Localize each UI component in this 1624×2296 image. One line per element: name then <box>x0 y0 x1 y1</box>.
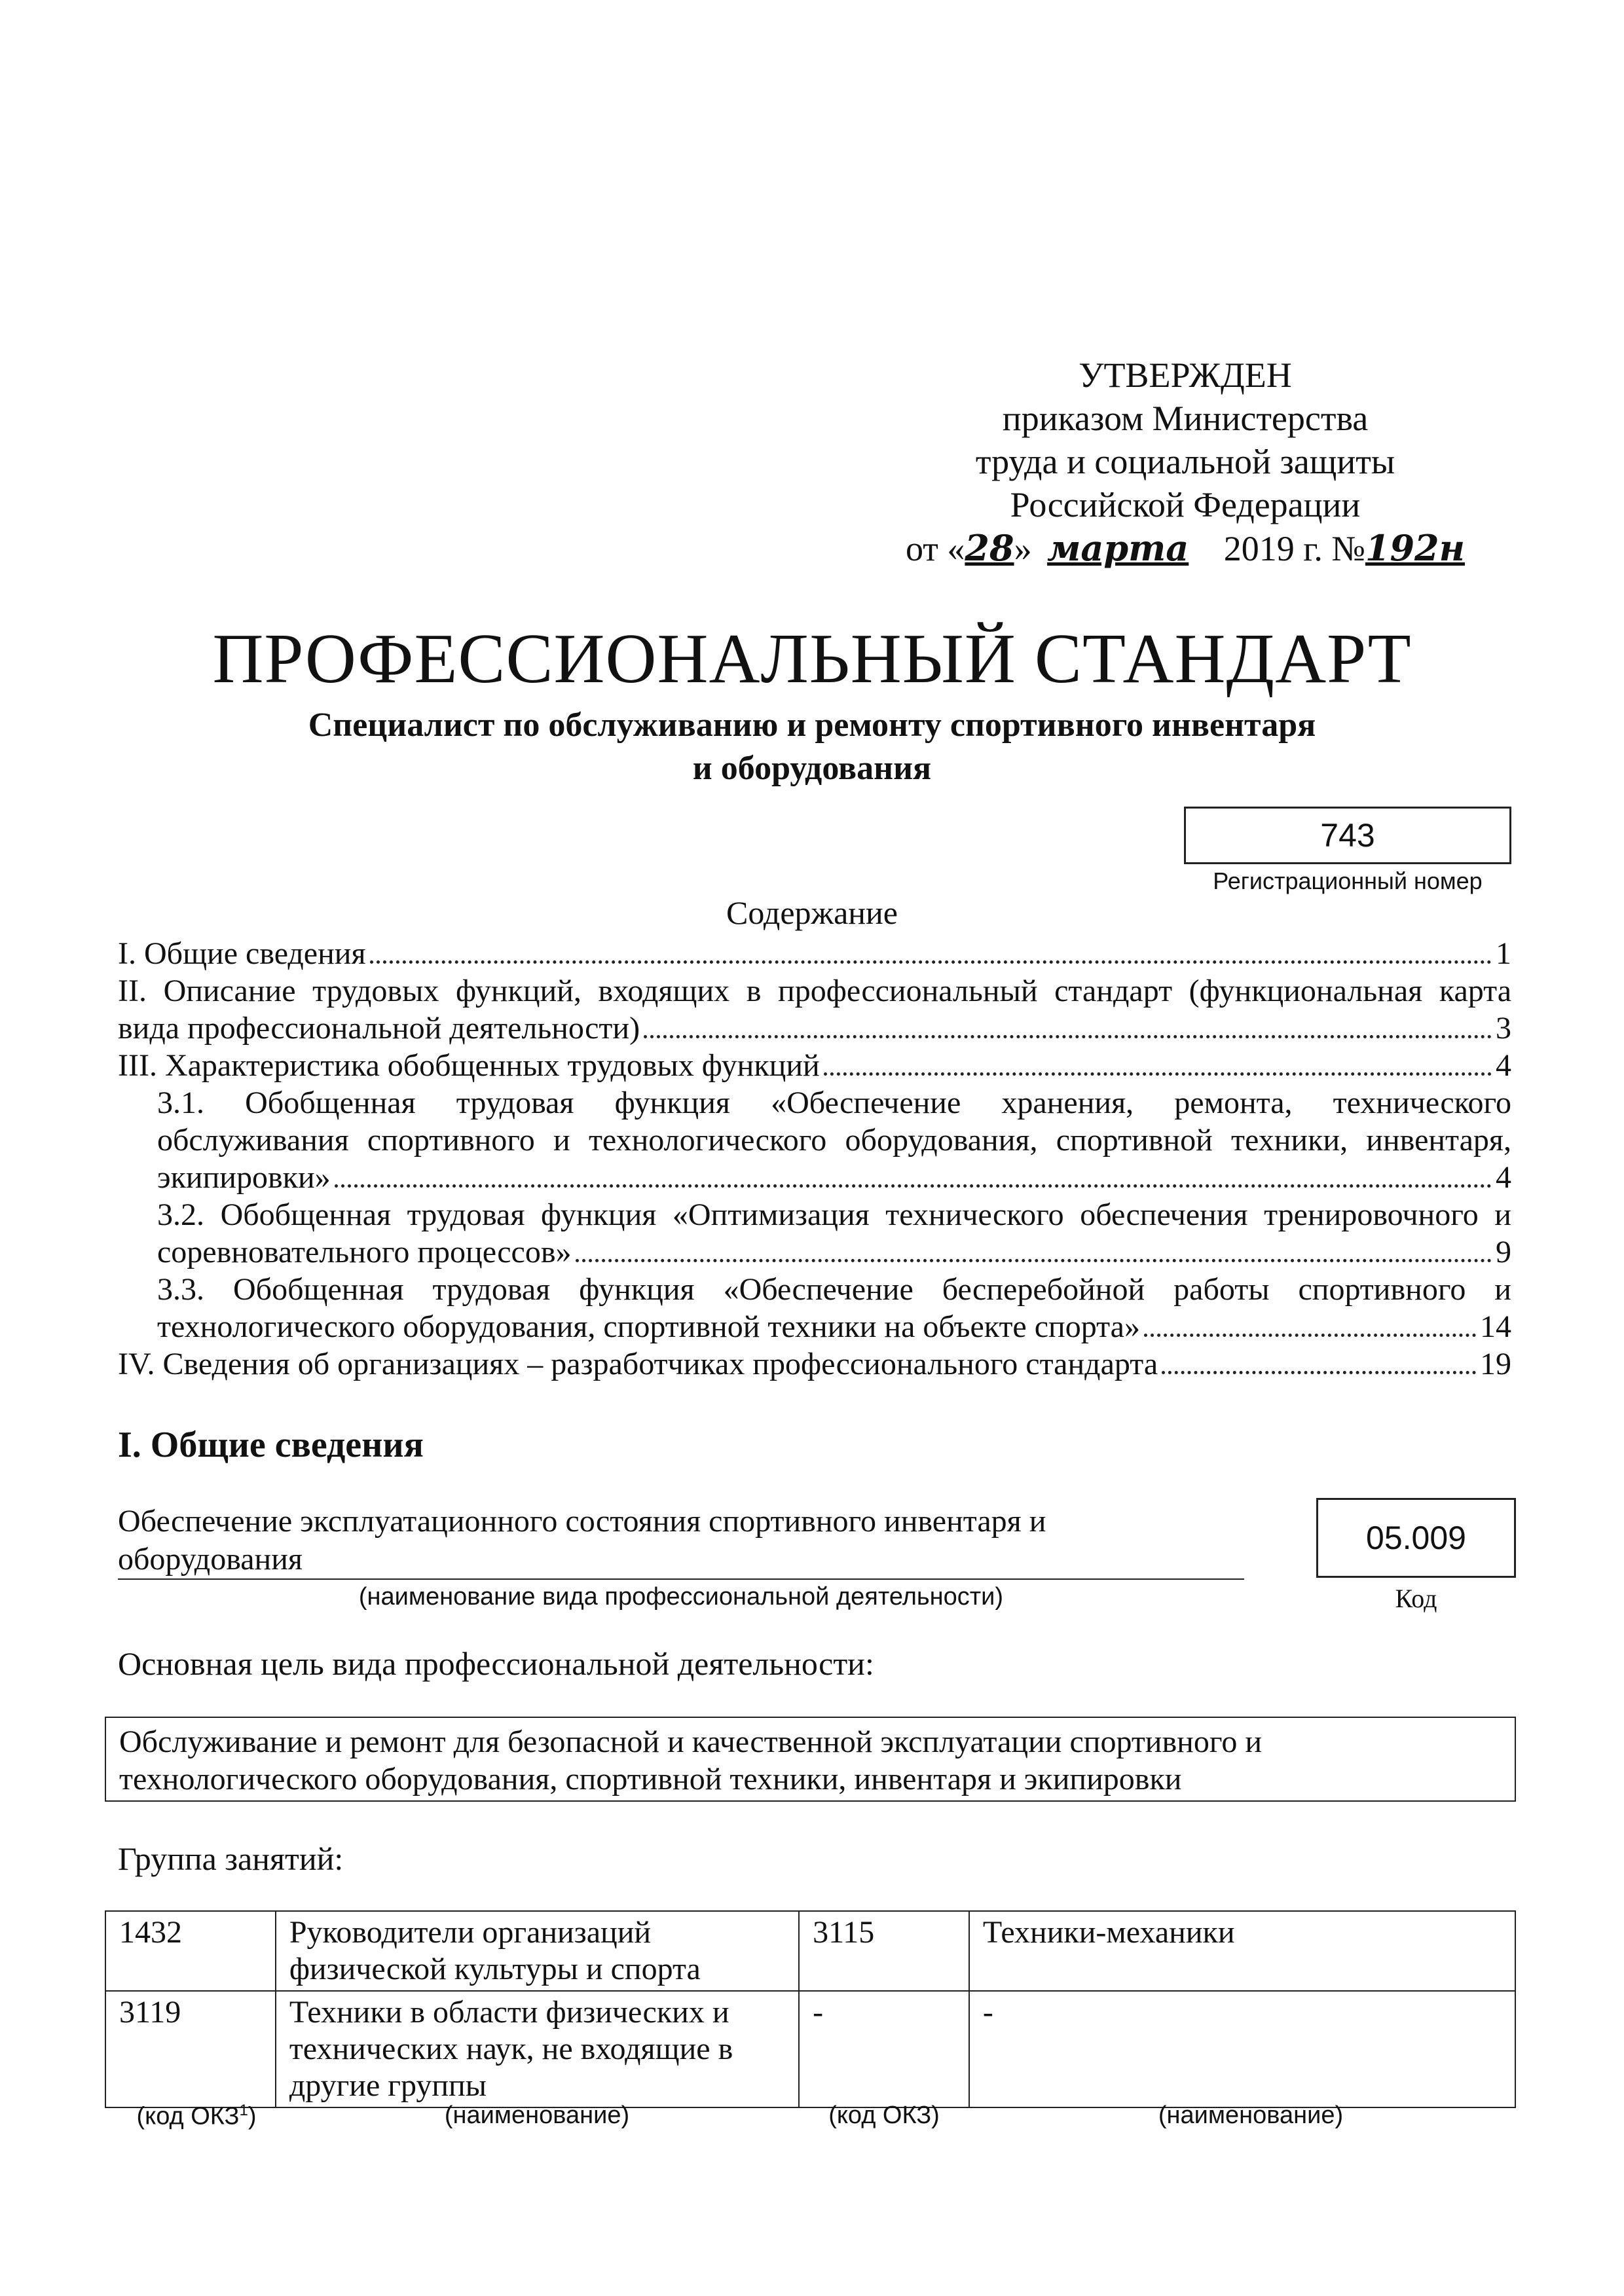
toc-item-3-2[interactable] <box>118 1196 1511 1271</box>
approval-line1: УТВЕРЖДЕН <box>1079 355 1292 395</box>
date-mid: » <box>1014 529 1041 568</box>
occupation-group-heading: Группа занятий: <box>118 1840 344 1877</box>
toc-title: Содержание <box>726 894 898 931</box>
table-of-contents <box>118 935 1511 1383</box>
okz-code-label-2: (код ОКЗ) <box>828 2102 940 2129</box>
okz-code-label-1: (код ОКЗ$^1$) <box>136 2102 257 2130</box>
toc-item-4[interactable] <box>118 1345 1511 1383</box>
date-day: 28 <box>965 527 1014 569</box>
toc-item-text: 3.3. Обобщенная трудовая функция «Обеспечение бесперебойной работы спортивного и <box>157 1272 1511 1307</box>
toc-item-text: 3.2. Обобщенная трудовая функция «Оптимизация технического обеспечения тренировочного и <box>157 1197 1511 1232</box>
toc-item-text: соревновательного процессов» <box>157 1235 572 1269</box>
okz-code: 3115 <box>799 1911 969 1991</box>
section-heading: I. Общие сведения <box>118 1425 424 1465</box>
toc-item-3-3[interactable] <box>118 1271 1511 1345</box>
approval-line3: труда и социальной защиты <box>975 442 1395 481</box>
date-prefix: от « <box>906 529 965 568</box>
okz-name-label-2: (наименование) <box>1158 2102 1344 2129</box>
occupation-table <box>105 1910 1516 2108</box>
toc-item-3[interactable] <box>118 1047 1511 1084</box>
toc-item-text: III. Характеристика обобщенных трудовых функций <box>118 1048 820 1083</box>
activity-name-label: (наименование вида профессиональной деятельности) <box>358 1583 1004 1611</box>
okz-name-line: технических наук, не входящие в <box>289 2032 733 2066</box>
activity-name-field <box>118 1503 1244 1580</box>
registration-number-label: Регистрационный номер <box>1213 867 1483 894</box>
toc-item-page: 19 <box>1480 1347 1511 1381</box>
registration-number-box: 743 <box>1184 807 1511 864</box>
document-subtitle <box>0 704 1624 790</box>
toc-item-text: вида профессиональной деятельности) <box>118 1011 640 1046</box>
toc-item-2[interactable] <box>118 972 1511 1047</box>
okz-name-line: Техники в области физических и <box>289 1995 729 2030</box>
toc-item-page: 4 <box>1496 1160 1511 1195</box>
activity-code-box: 05.009 <box>1316 1498 1516 1578</box>
order-number: 192н <box>1365 527 1465 569</box>
goal-line1: Обслуживание и ремонт для безопасной и качественной эксплуатации спортивного и <box>119 1724 1263 1759</box>
okz-name: - <box>969 1991 1515 2107</box>
toc-item-page: 1 <box>1496 936 1511 971</box>
toc-item-text: экипировки» <box>157 1160 331 1195</box>
okz-name <box>276 1911 799 1991</box>
subtitle-line1: Специалист по обслуживанию и ремонту спортивного инвентаря <box>308 706 1316 744</box>
subtitle-line2: и оборудования <box>692 750 932 787</box>
date-year: 2019 г. № <box>1215 529 1365 568</box>
goal-line2: технологического оборудования, спортивной техники, инвентаря и экипировки <box>119 1762 1182 1796</box>
toc-item-text: технологического оборудования, спортивной техники на объекте спорта» <box>157 1309 1140 1344</box>
approval-line2: приказом Министерства <box>1002 399 1369 438</box>
table-row <box>105 1911 1515 1991</box>
date-month: марта <box>1047 527 1189 569</box>
table-row <box>105 1991 1515 2107</box>
okz-code: 1432 <box>105 1911 276 1991</box>
okz-name-line: Руководители организаций <box>289 1915 652 1950</box>
okz-name: Техники-механики <box>969 1911 1515 1991</box>
toc-item-text: II. Описание трудовых функций, входящих в профессиональный стандарт (функциональная карта <box>118 974 1511 1008</box>
okz-name-label-1: (наименование) <box>444 2102 630 2129</box>
okz-name-line: другие группы <box>289 2068 487 2103</box>
toc-item-3-1[interactable] <box>118 1084 1511 1196</box>
toc-item-text: обслуживания спортивного и технологического оборудования, спортивной техники, инвентаря, <box>157 1123 1511 1157</box>
footnote-mark: 1 <box>239 2102 248 2119</box>
toc-item-page: 14 <box>1480 1309 1511 1344</box>
toc-item-page: 4 <box>1496 1048 1511 1083</box>
toc-item-page: 9 <box>1496 1235 1511 1269</box>
approval-block <box>877 354 1493 570</box>
okz-name-line: физической культуры и спорта <box>289 1952 701 1986</box>
goal-heading: Основная цель вида профессиональной деятельности: <box>118 1645 874 1682</box>
document-title: ПРОФЕССИОНАЛЬНЫЙ СТАНДАРТ <box>212 620 1412 698</box>
activity-code-label: Код <box>1395 1584 1437 1613</box>
approval-line4: Российской Федерации <box>1010 485 1361 524</box>
toc-item-text: 3.1. Обобщенная трудовая функция «Обеспечение хранения, ремонта, технического <box>157 1085 1511 1120</box>
okz-code: - <box>799 1991 969 2107</box>
toc-item-1[interactable] <box>118 935 1511 972</box>
toc-item-text: I. Общие сведения <box>118 936 366 971</box>
okz-code: 3119 <box>105 1991 276 2107</box>
goal-box <box>105 1717 1516 1802</box>
toc-item-text: IV. Сведения об организациях – разработчиках профессионального стандарта <box>118 1347 1158 1381</box>
okz-name <box>276 1991 799 2107</box>
approval-date <box>877 526 1493 570</box>
activity-name-line1: Обеспечение эксплуатационного состояния спортивного инвентаря и <box>118 1504 1046 1539</box>
toc-item-page: 3 <box>1496 1011 1511 1046</box>
activity-name-line2: оборудования <box>118 1542 303 1576</box>
